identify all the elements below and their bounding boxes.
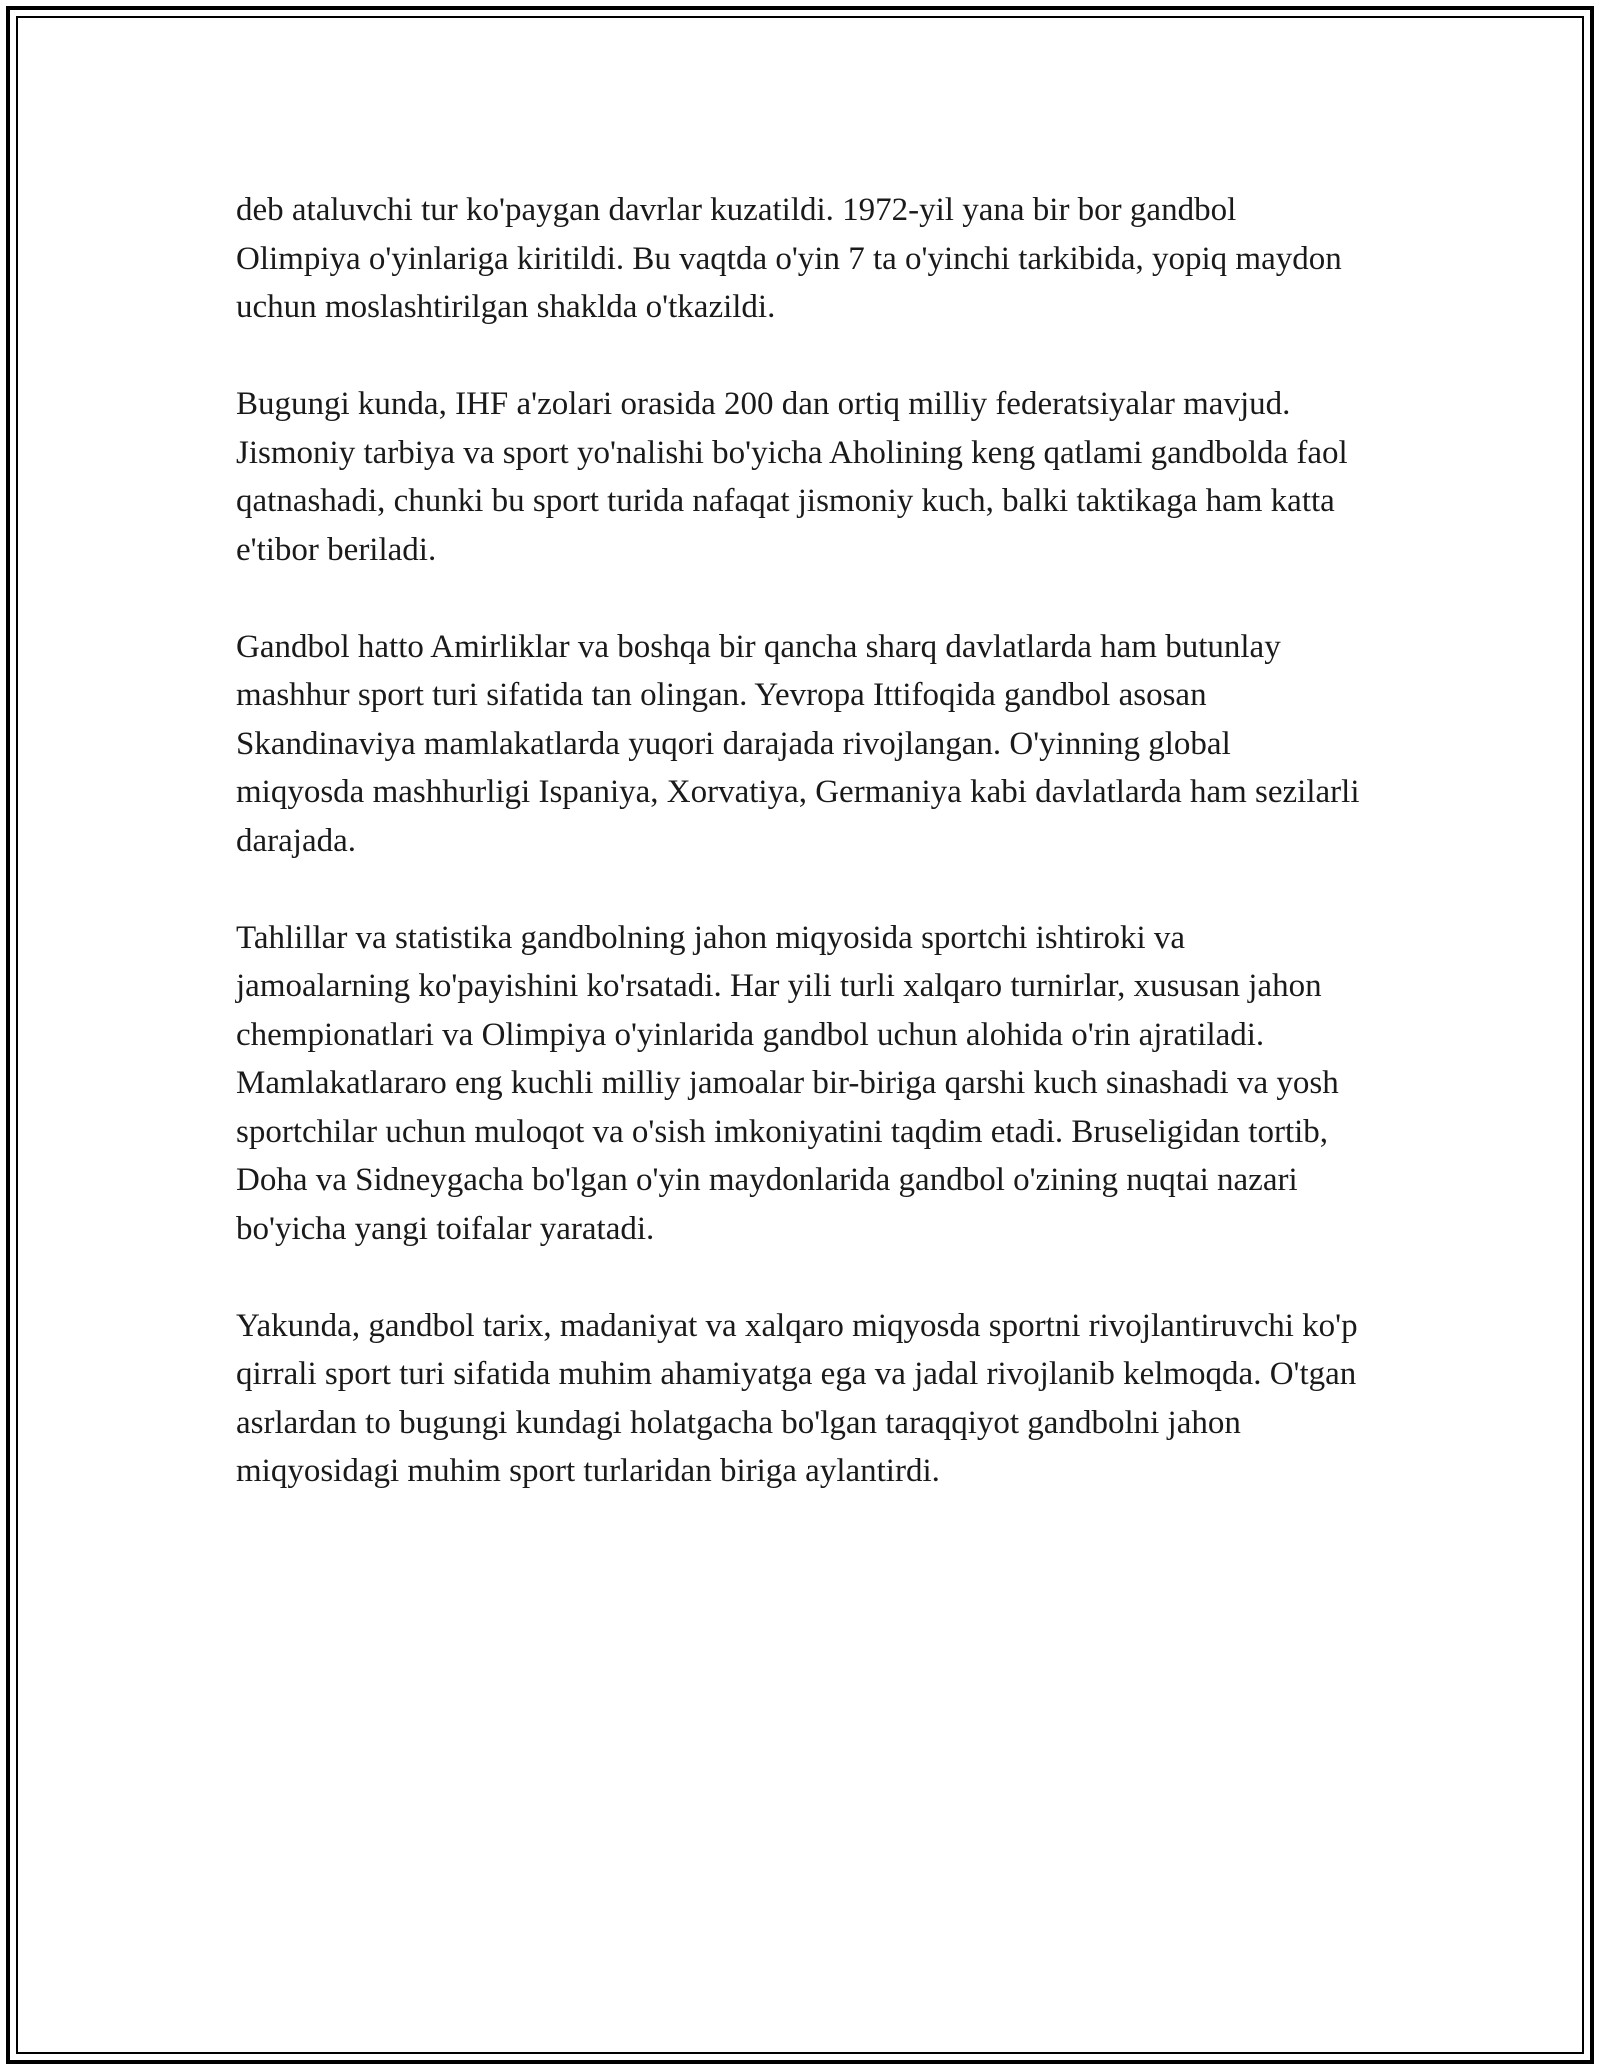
document-body (236, 186, 1366, 1544)
paragraph-conclusion: Yakunda, gandbol tarix, madaniyat va xalqaro miqyosda sportni rivojlantiruvchi ko'p qirrali sport turi sifatida muhim ahamiyatga ega va jadal rivojlanib kelmoqda. O'tgan asrlardan to bugungi kundagi holatgacha bo'lgan taraqqiyot gandbolni jahon miqyosidagi muhim sport turlaridan biriga aylantirdi. (236, 1307, 1358, 1489)
paragraph-statistics: Tahlillar va statistika gandbolning jahon miqyosida sportchi ishtiroki va jamoalarning ko'payishini ko'rsatadi. Har yili turli xalqaro turnirlar, xususan jahon chempionatlari va Olimpiya o'yinlarida gandbol uchun alohida o'rin ajratiladi. Mamlakatlararo eng kuchli milliy jamoalar bir-biriga qarshi kuch sinashadi va yosh sportchilar uchun muloqot va o'sish imkoniyatini taqdim etadi. Bruseligidan tortib, Doha va Sidneygacha bo'lgan o'yin maydonlarida gandbol o'zining nuqtai nazari bo'yicha yangi toifalar yaratadi. (236, 919, 1339, 1247)
paragraph-ihf-federations: Bugungi kunda, IHF a'zolari orasida 200 dan ortiq milliy federatsiyalar mavjud. Jismoniy tarbiya va sport yo'nalishi bo'yicha Aholining keng qatlami gandbolda faol qatnashadi, chunki bu sport turida nafaqat jismoniy kuch, balki taktikaga ham katta e'tibor beriladi. (236, 386, 1348, 568)
paragraph-global-popularity: Gandbol hatto Amirliklar va boshqa bir qancha sharq davlatlarda ham butunlay mashhur sport turi sifatida tan olingan. Yevropa Ittifoqida gandbol asosan Skandinaviya mamlakatlarda yuqori darajada rivojlangan. O'yinning global miqyosda mashhurligi Ispaniya, Xorvatiya, Germaniya kabi davlatlarda ham sezilarli darajada. (236, 628, 1360, 859)
paragraph-olympic-history: deb ataluvchi tur ko'paygan davrlar kuzatildi. 1972-yil yana bir bor gandbol Olimpiya o'yinlariga kiritildi. Bu vaqtda o'yin 7 ta o'yinchi tarkibida, yopiq maydon uchun moslashtirilgan shaklda o'tkazildi. (236, 192, 1342, 325)
